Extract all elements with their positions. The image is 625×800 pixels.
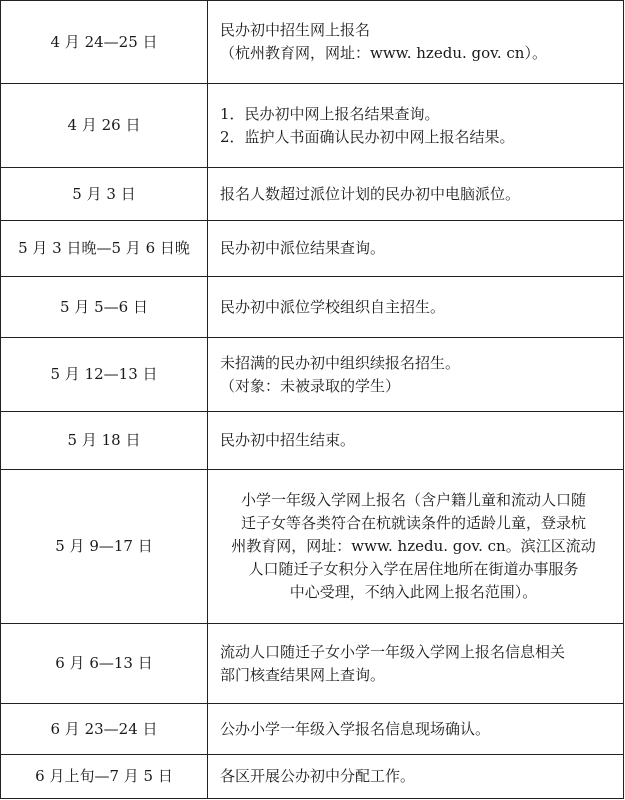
event-text: 流动人口随迁子女小学一年级入学网上报名信息相关: [220, 642, 566, 661]
event-text: 2．监护人书面确认民办初中网上报名结果。: [220, 127, 515, 146]
date-cell: 5 月 9—17 日: [1, 470, 208, 624]
date-cell: 6 月上旬—7 月 5 日: [1, 755, 208, 799]
event-text: 民办初中招生网上报名: [220, 21, 371, 39]
event-text: 部门核查结果网上查询。: [220, 665, 386, 684]
event-text: 1．民办初中网上报名结果查询。: [220, 104, 440, 123]
table-row: [1, 624, 624, 704]
table-row: [1, 277, 624, 338]
date-cell: 5 月 18 日: [1, 412, 208, 470]
event-cell: [208, 338, 624, 412]
event-cell: [208, 704, 624, 755]
event-text: 民办初中招生结束。: [220, 431, 356, 449]
event-cell: [208, 221, 624, 277]
date-cell: 5 月 3 日晚—5 月 6 日晚: [1, 221, 208, 277]
date-cell: 5 月 5—6 日: [1, 277, 208, 338]
event-cell: [208, 412, 624, 470]
event-cell: [208, 624, 624, 704]
table-row: [1, 755, 624, 799]
date-cell: 4 月 26 日: [1, 84, 208, 168]
event-cell: [208, 84, 624, 168]
event-text: 公办小学一年级入学报名信息现场确认。: [220, 719, 491, 738]
event-text: 州教育网，网址：www. hzedu. gov. cn。滨江区流动: [231, 537, 596, 555]
event-cell: [208, 277, 624, 338]
date-cell: 6 月 6—13 日: [1, 624, 208, 704]
event-text: 各区开展公办初中分配工作。: [220, 767, 416, 785]
table-row: [1, 704, 624, 755]
table-row: [1, 1, 624, 84]
event-cell: [208, 470, 624, 624]
table-row: [1, 168, 624, 221]
event-text: 中心受理，不纳入此网上报名范围）。: [289, 583, 538, 601]
event-text: 报名人数超过派位计划的民办初中电脑派位。: [220, 184, 521, 203]
event-cell: [208, 1, 624, 84]
event-cell: [208, 755, 624, 799]
event-text: 小学一年级入学网上报名（含户籍儿童和流动人口随: [240, 491, 586, 509]
event-text: （对象：未被录取的学生）: [220, 376, 401, 395]
event-text: （杭州教育网，网址：www. hzedu. gov. cn）。: [220, 44, 547, 62]
event-cell: [208, 168, 624, 221]
table-row: [1, 221, 624, 277]
date-cell: 5 月 12—13 日: [1, 338, 208, 412]
table-row: [1, 84, 624, 168]
event-text: 未招满的民办初中组织续报名招生。: [220, 353, 461, 372]
event-text: 民办初中派位学校组织自主招生。: [220, 297, 446, 316]
table-row: [1, 470, 624, 624]
date-cell: 5 月 3 日: [1, 168, 208, 221]
event-text: 民办初中派位结果查询。: [220, 239, 386, 257]
date-cell: 4 月 24—25 日: [1, 1, 208, 84]
event-text: 人口随迁子女积分入学在居住地所在街道办事服务: [248, 560, 579, 578]
event-text: 迁子女等各类符合在杭就读条件的适龄儿童，登录杭: [240, 514, 586, 532]
table-row: [1, 412, 624, 470]
date-cell: 6 月 23—24 日: [1, 704, 208, 755]
table-row: [1, 338, 624, 412]
